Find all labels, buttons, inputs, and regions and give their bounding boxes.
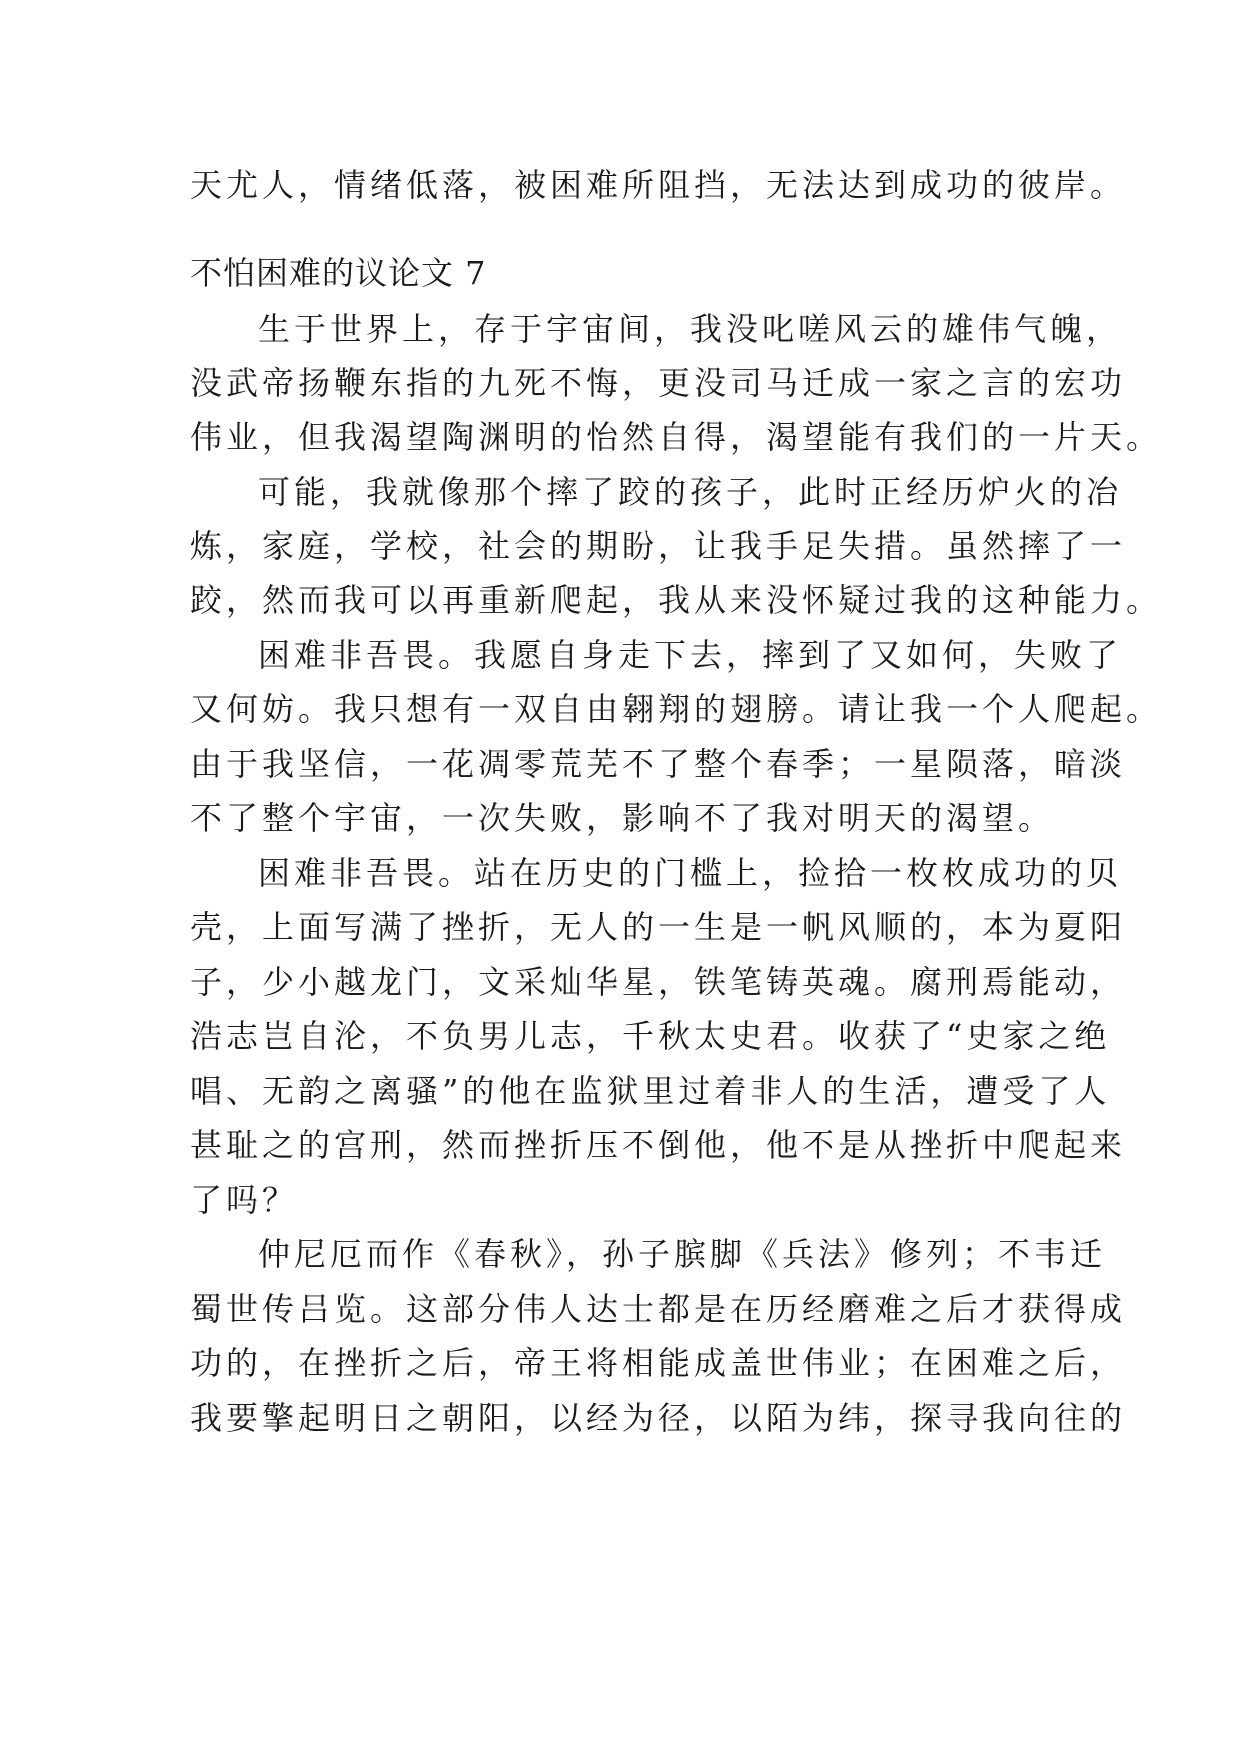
text-line: 甚耻之的宫刑，然而挫折压不倒他，他不是从挫折中爬起来 — [190, 1126, 1127, 1164]
text-line: 又何妨。我只想有一双自由翱翔的翅膀。请让我一个人爬起。 — [190, 690, 1163, 728]
section-heading: 不怕困难的议论文 7 — [190, 254, 487, 292]
text-line: 了吗？ — [190, 1181, 299, 1219]
text-line: 伟业，但我渴望陶渊明的怡然自得，渴望能有我们的一片天。 — [190, 418, 1163, 456]
text-line: 炼，家庭，学校，社会的期盼，让我手足失措。虽然摔了一 — [190, 527, 1127, 565]
text-line: 跤，然而我可以再重新爬起，我从来没怀疑过我的这种能力。 — [190, 581, 1163, 619]
text-line: 由于我坚信，一花凋零荒芜不了整个春季；一星陨落，暗淡 — [190, 745, 1127, 783]
text-line: 不了整个宇宙，一次失败，影响不了我对明天的渴望。 — [190, 799, 1055, 837]
text-line: 生于世界上，存于宇宙间，我没叱嗟风云的雄伟气魄， — [258, 310, 1123, 348]
text-line: 浩志岂自沦，不负男儿志，千秋太史君。收获了“史家之绝 — [190, 1017, 1111, 1055]
text-line: 可能，我就像那个摔了跤的孩子，此时正经历炉火的冶 — [258, 473, 1123, 511]
text-line: 壳，上面写满了挫折，无人的一生是一帆风顺的，本为夏阳 — [190, 908, 1127, 946]
text-line: 困难非吾畏。我愿自身走下去，摔到了又如何，失败了 — [258, 636, 1123, 674]
text-line: 子，少小越龙门，文采灿华星，铁笔铸英魂。腐刑焉能动， — [190, 963, 1127, 1001]
text-line: 功的，在挫折之后，帝王将相能成盖世伟业；在困难之后， — [190, 1344, 1127, 1382]
text-line: 蜀世传吕览。这部分伟人达士都是在历经磨难之后才获得成 — [190, 1290, 1127, 1328]
text-line: 仲尼厄而作《春秋》，孙子膑脚《兵法》修列；不韦迁 — [258, 1235, 1107, 1273]
text-line: 唱、无韵之离骚”的他在监狱里过着非人的生活，遭受了人 — [190, 1072, 1111, 1110]
text-line: 天尤人，情绪低落，被困难所阻挡，无法达到成功的彼岸。 — [190, 166, 1127, 204]
text-line: 我要擎起明日之朝阳，以经为径，以陌为纬，探寻我向往的 — [190, 1399, 1127, 1437]
text-line: 没武帝扬鞭东指的九死不悔，更没司马迁成一家之言的宏功 — [190, 364, 1127, 402]
text-line: 困难非吾畏。站在历史的门槛上，捡拾一枚枚成功的贝 — [258, 854, 1123, 892]
